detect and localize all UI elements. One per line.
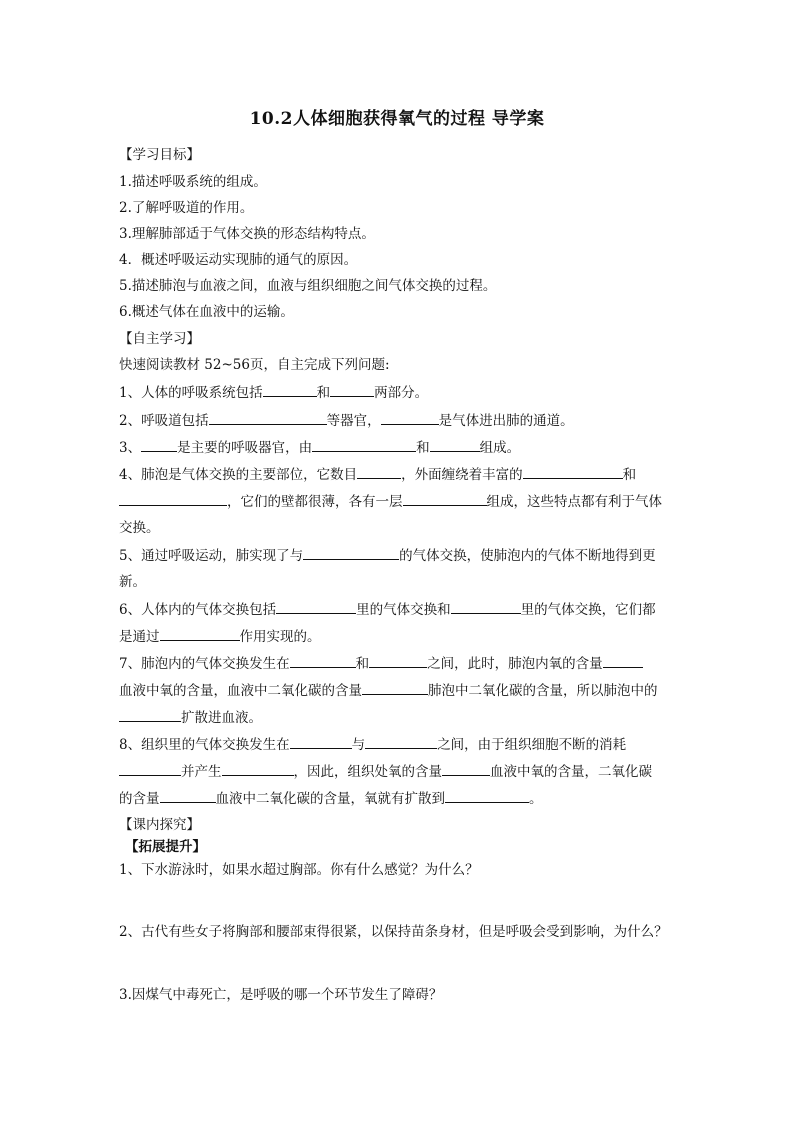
answer-blank[interactable] <box>430 437 480 452</box>
answer-blank[interactable] <box>451 599 521 614</box>
answer-blank[interactable] <box>403 491 487 506</box>
extension-question-3: 3.因煤气中毒死亡，是呼吸的哪一个环节发生了障碍？ <box>119 987 443 1003</box>
answer-blank[interactable] <box>119 761 181 776</box>
in-class-heading: 【课内探究】 <box>119 817 200 833</box>
question-4-end: 交换。 <box>119 520 160 536</box>
answer-blank[interactable] <box>290 653 356 668</box>
answer-blank[interactable] <box>365 734 437 749</box>
question-1: 1、人体的呼吸系统包括 和 两部分。 <box>119 382 679 403</box>
answer-blank[interactable] <box>160 788 216 803</box>
answer-blank[interactable] <box>369 653 427 668</box>
answer-blank[interactable] <box>222 761 294 776</box>
answer-blank[interactable] <box>160 626 240 641</box>
question-5-end: 新。 <box>119 574 146 590</box>
objective-item: 2.了解呼吸道的作用。 <box>119 200 254 216</box>
question-7: 7、肺泡内的气体交换发生在 和 之间，此时，肺泡内氧的含量 <box>119 653 679 674</box>
question-4: 4、肺泡是气体交换的主要部位，它数目 ，外面缠绕着丰富的 和 <box>119 464 679 485</box>
objective-item: 4．概述呼吸运动实现肺的通气的原因。 <box>119 252 358 268</box>
question-3: 3、 是主要的呼吸器官，由 和 组成。 <box>119 437 679 458</box>
answer-blank[interactable] <box>141 437 177 452</box>
answer-blank[interactable] <box>442 761 490 776</box>
answer-blank[interactable] <box>381 410 439 425</box>
objective-item: 5.描述肺泡与血液之间，血液与组织细胞之间气体交换的过程。 <box>119 278 497 294</box>
answer-blank[interactable] <box>276 599 356 614</box>
answer-blank[interactable] <box>603 653 643 668</box>
answer-blank[interactable] <box>357 464 401 479</box>
question-5: 5、通过呼吸运动，肺实现了与 的气体交换，使肺泡内的气体不断地得到更 <box>119 545 679 566</box>
page-title: 10.2人体细胞获得氧气的过程 导学案 <box>249 109 545 129</box>
objective-item: 6.概述气体在血液中的运输。 <box>119 304 294 320</box>
question-8-cont: 并产生 ，因此，组织处氧的含量 血液中氧的含量，二氧化碳 <box>119 761 679 782</box>
objective-item: 3.理解肺部适于气体交换的形态结构特点。 <box>119 226 375 242</box>
extension-question-1: 1、下水游泳时，如果水超过胸部。你有什么感觉？为什么？ <box>119 862 479 878</box>
answer-blank[interactable] <box>263 382 317 397</box>
question-6: 6、人体内的气体交换包括 里的气体交换和 里的气体交换，它们都 <box>119 599 679 620</box>
answer-blank[interactable] <box>312 437 416 452</box>
answer-blank[interactable] <box>330 382 374 397</box>
objective-item: 1.描述呼吸系统的组成。 <box>119 174 267 190</box>
question-6-cont: 是通过 作用实现的。 <box>119 626 679 647</box>
extension-question-2: 2、古代有些女子将胸部和腰部束得很紧，以保持苗条身材，但是呼吸会受到影响，为什么？ <box>119 924 668 940</box>
answer-blank[interactable] <box>303 545 399 560</box>
answer-blank[interactable] <box>290 734 352 749</box>
question-8: 8、组织里的气体交换发生在 与 之间，由于组织细胞不断的消耗 <box>119 734 679 755</box>
answer-blank[interactable] <box>209 410 327 425</box>
answer-blank[interactable] <box>445 788 529 803</box>
extension-heading: 【拓展提升】 <box>125 839 206 855</box>
self-study-heading: 【自主学习】 <box>119 331 200 347</box>
objectives-heading: 【学习目标】 <box>119 147 200 163</box>
answer-blank[interactable] <box>119 491 227 506</box>
self-study-intro: 快速阅读教材 52~56页，自主完成下列问题: <box>119 357 390 373</box>
answer-blank[interactable] <box>362 680 428 695</box>
answer-blank[interactable] <box>119 707 181 722</box>
question-4-cont: ，它们的壁都很薄，各有一层 组成，这些特点都有利于气体 <box>119 491 679 512</box>
question-7-cont: 血液中氧的含量，血液中二氧化碳的含量 肺泡中二氧化碳的含量，所以肺泡中的 <box>119 680 679 701</box>
question-8-end: 的含量 血液中二氧化碳的含量，氧就有扩散到 。 <box>119 788 679 809</box>
answer-blank[interactable] <box>523 464 623 479</box>
question-7-end: 扩散进血液。 <box>119 707 679 728</box>
question-2: 2、呼吸道包括 等器官， 是气体进出肺的通道。 <box>119 410 679 431</box>
